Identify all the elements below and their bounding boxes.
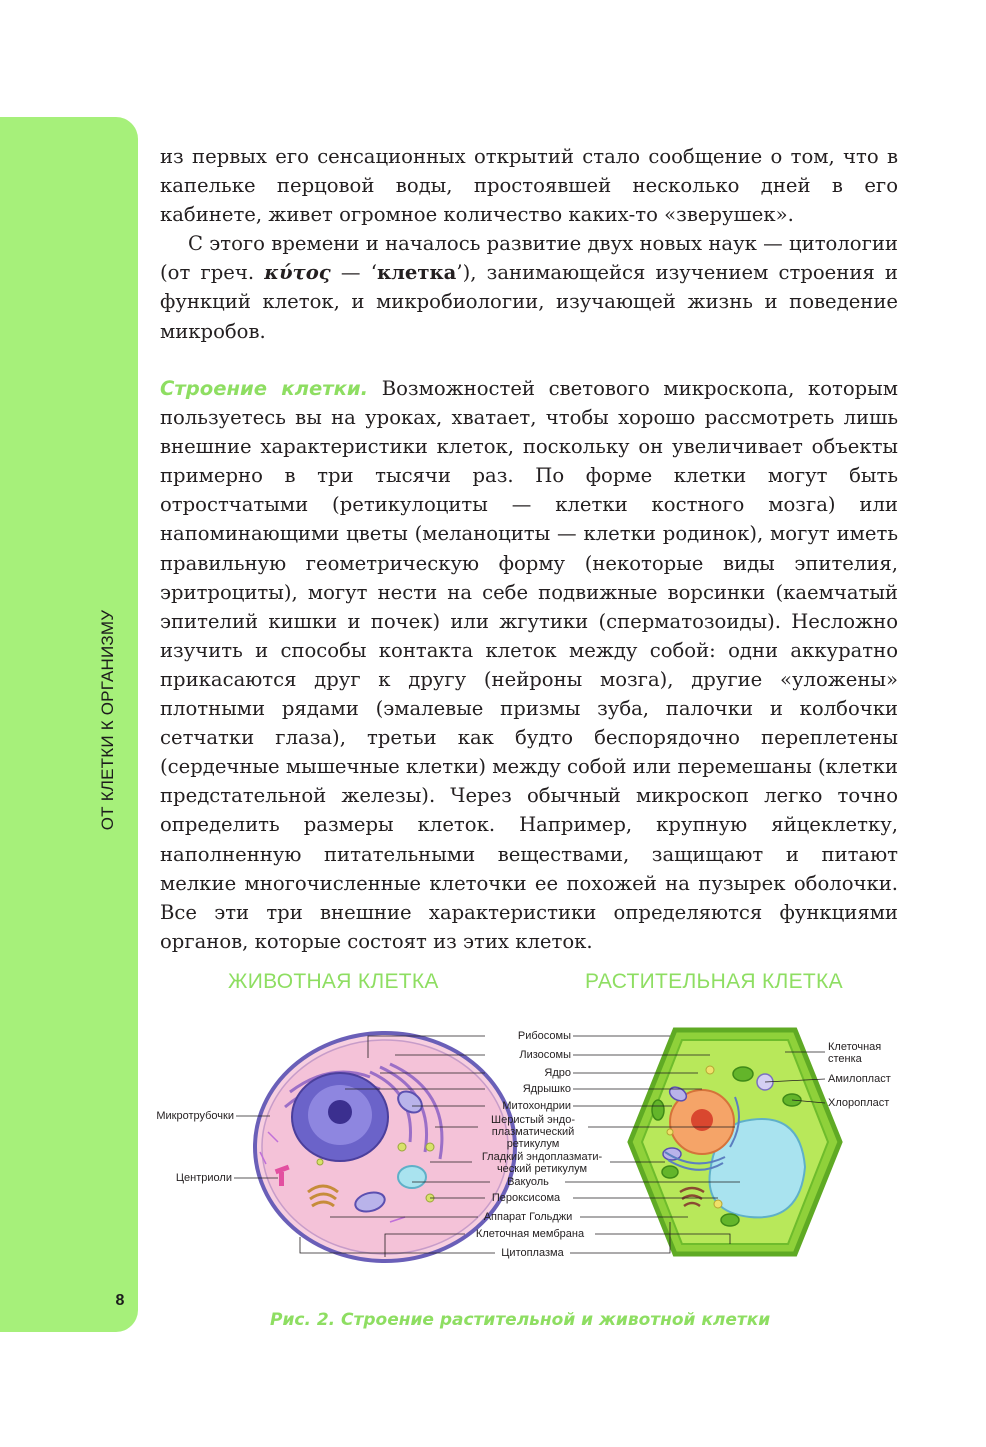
- term-cell: клетка: [376, 261, 457, 285]
- plant-cell: [630, 1030, 840, 1254]
- label-rough-er: Шеристый эндо- плазматический ретикулум: [491, 1114, 575, 1150]
- paragraph-2: [160, 229, 898, 345]
- label-cell-wall: Клеточная стенка: [828, 1041, 882, 1065]
- chapter-title-text: ОТ КЛЕТКИ К ОРГАНИЗМУ: [98, 609, 118, 831]
- p2-end: ’), занимающейся изучением строения и функций клеток, и микробиологии, изучающей жизнь и поведение микробов.: [160, 261, 898, 343]
- paragraph-3: [160, 374, 898, 956]
- label-lysosomes: Лизосомы: [519, 1049, 571, 1061]
- greek-word: κύτος: [264, 261, 331, 285]
- label-golgi: Аппарат Гольджи: [483, 1211, 573, 1223]
- label-peroxisome: Пероксисома: [491, 1192, 561, 1204]
- cell-structure-text: [160, 374, 898, 956]
- label-centrioles: Центриоли: [175, 1172, 232, 1184]
- label-vacuole: Вакуоль: [507, 1176, 549, 1188]
- chapter-title-vertical: [96, 600, 120, 840]
- label-cytoplasm: Цитоплазма: [501, 1247, 564, 1259]
- p2-start: С этого времени и началось развитие двух новых наук — цитологии (от греч.: [160, 232, 898, 285]
- p3-body: Возможностей светового микроскопа, которым пользуетесь вы на уроках, хватает, чтобы хорошо рассмотреть лишь внешние характеристики клеток, поскольку он увеличивает объекты примерно в три тысячи раз. По форме клетки могут быть отростчатыми (ретикулоциты — клетки костного мозга) или напоминающими цветы (меланоциты — клетки родинок), могут иметь правильную геометрическую форму (некоторые виды эпителия, эритроциты), могут нести на себе подвижные ворсинки (каемчатый эпителий кишки и почек) или жгутики (сперматозоиды). Несложно изучить и способы контакта клеток между собой: одни аккуратно прикасаются друг к другу (нейроны мозга), другие «уложены» плотными рядами (эмалевые призмы зуба, палочки и колбочки сетчатки глаза), третьи как будто беспорядочно переплетены (сердечные мышечные клетки) между собой или перемешаны (клетки предстательной железы). Через обычный микроскоп легко точно определить размеры клеток. Например, крупную яйцеклетку, наполненную питательными веществами, защищают и питают мелкие многочисленные клеточки ее похожей на пузырек оболочки. Все эти три внешние характеристики определяются функциями органов, которые состоят из этих клеток.: [160, 377, 898, 953]
- label-amyloplast: Амилопласт: [828, 1073, 891, 1085]
- plant-cell-title: РАСТИТЕЛЬНАЯ КЛЕТКА: [585, 970, 843, 993]
- intro-text: [160, 142, 898, 346]
- page-number: 8: [115, 1292, 125, 1309]
- label-chloroplast: Хлоропласт: [828, 1097, 890, 1109]
- label-smooth-er: Гладкий эндоплазмати- ческий ретикулум: [481, 1151, 603, 1175]
- animal-cell-title: ЖИВОТНАЯ КЛЕТКА: [228, 970, 439, 993]
- label-microtubules: Микротрубочки: [156, 1110, 234, 1122]
- figure-caption: Рис. 2. Строение растительной и животной клетки: [270, 1310, 771, 1330]
- animal-nucleolus: [328, 1100, 352, 1124]
- section-title: Строение клетки.: [160, 377, 369, 400]
- cell-diagram: [140, 1022, 940, 1272]
- label-nucleus: Ядро: [544, 1067, 571, 1079]
- p2-dash: — ‘: [330, 261, 377, 285]
- label-membrane: Клеточная мембрана: [475, 1228, 585, 1240]
- animal-vacuole: [398, 1166, 426, 1188]
- label-mitochondria: Митохондрии: [502, 1100, 571, 1112]
- label-nucleolus: Ядрышко: [522, 1083, 571, 1095]
- label-ribosomes: Рибосомы: [517, 1030, 571, 1042]
- paragraph-1: из первых его сенсационных открытий стало сообщение о том, что в капельке перцовой воды, простоявшей несколько дней в его кабинете, живет огромное количество каких-то «зверушек».: [160, 145, 898, 227]
- plant-nucleolus: [691, 1109, 713, 1131]
